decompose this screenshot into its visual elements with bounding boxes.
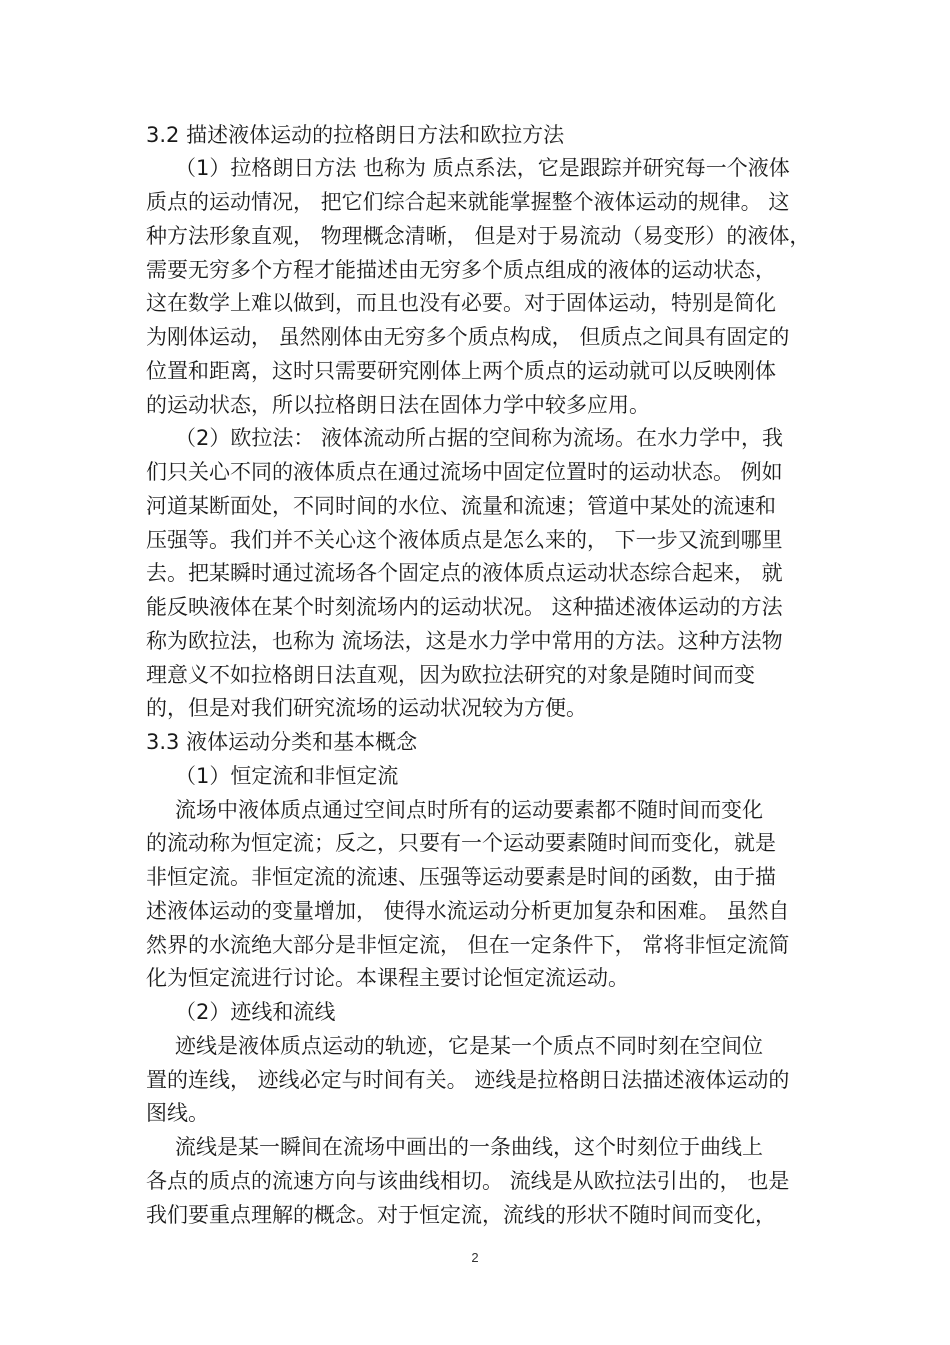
section-heading-3-3: 3.3 液体运动分类和基本概念	[146, 730, 418, 754]
paragraph-line: 种方法形象直观， 物理概念清晰， 但是对于易流动（易变形）的液体，	[146, 224, 811, 248]
section-heading-3-2: 3.2 描述液体运动的拉格朗日方法和欧拉方法	[146, 123, 565, 147]
paragraph-line: 非恒定流。非恒定流的流速、压强等运动要素是时间的函数，由于描	[146, 865, 776, 889]
subsection-heading: （1）恒定流和非恒定流	[175, 764, 399, 788]
paragraph-line: （1）拉格朗日方法 也称为 质点系法，它是跟踪并研究每一个液体	[175, 156, 790, 180]
paragraph-line: （2）欧拉法： 液体流动所占据的空间称为流场。在水力学中，我	[175, 426, 784, 450]
paragraph-line: 质点的运动情况， 把它们综合起来就能掌握整个液体运动的规律。 这	[146, 190, 790, 214]
paragraph-line: 化为恒定流进行讨论。本课程主要讨论恒定流运动。	[146, 966, 629, 990]
paragraph-line: 图线。	[146, 1101, 209, 1125]
paragraph-line: 称为欧拉法，也称为 流场法，这是水力学中常用的方法。这种方法物	[146, 629, 783, 653]
paragraph-line: 压强等。我们并不关心这个液体质点是怎么来的， 下一步又流到哪里	[146, 528, 783, 552]
paragraph-line: 的，但是对我们研究流场的运动状况较为方便。	[146, 696, 587, 720]
paragraph-line: 述液体运动的变量增加， 使得水流运动分析更加复杂和困难。 虽然自	[146, 899, 790, 923]
subsection-heading: （2）迹线和流线	[175, 1000, 336, 1024]
paragraph-line: 这在数学上难以做到，而且也没有必要。对于固体运动，特别是简化	[146, 291, 776, 315]
paragraph-line: 的流动称为恒定流；反之，只要有一个运动要素随时间而变化，就是	[146, 831, 776, 855]
paragraph-line: 流场中液体质点通过空间点时所有的运动要素都不随时间而变化	[175, 798, 763, 822]
paragraph-line: 河道某断面处，不同时间的水位、流量和流速；管道中某处的流速和	[146, 494, 776, 518]
paragraph-line: 我们要重点理解的概念。对于恒定流，流线的形状不随时间而变化，	[146, 1203, 776, 1227]
paragraph-line: 需要无穷多个方程才能描述由无穷多个质点组成的液体的运动状态，	[146, 258, 776, 282]
page-number: 2	[471, 1250, 479, 1265]
paragraph-line: 流线是某一瞬间在流场中画出的一条曲线，这个时刻位于曲线上	[175, 1135, 763, 1159]
paragraph-line: 去。把某瞬时通过流场各个固定点的液体质点运动状态综合起来， 就	[146, 561, 783, 585]
paragraph-line: 置的连线， 迹线必定与时间有关。 迹线是拉格朗日法描述液体运动的	[146, 1068, 790, 1092]
paragraph-line: 理意义不如拉格朗日法直观，因为欧拉法研究的对象是随时间而变	[146, 663, 755, 687]
paragraph-line: 为刚体运动， 虽然刚体由无穷多个质点构成， 但质点之间具有固定的	[146, 325, 790, 349]
paragraph-line: 各点的质点的流速方向与该曲线相切。 流线是从欧拉法引出的， 也是	[146, 1169, 790, 1193]
paragraph-line: 的运动状态，所以拉格朗日法在固体力学中较多应用。	[146, 393, 650, 417]
paragraph-line: 位置和距离，这时只需要研究刚体上两个质点的运动就可以反映刚体	[146, 359, 776, 383]
paragraph-line: 然界的水流绝大部分是非恒定流， 但在一定条件下， 常将非恒定流简	[146, 933, 790, 957]
paragraph-line: 们只关心不同的液体质点在通过流场中固定位置时的运动状态。 例如	[146, 460, 783, 484]
paragraph-line: 能反映液体在某个时刻流场内的运动状况。 这种描述液体运动的方法	[146, 595, 783, 619]
paragraph-line: 迹线是液体质点运动的轨迹，它是某一个质点不同时刻在空间位	[175, 1034, 763, 1058]
